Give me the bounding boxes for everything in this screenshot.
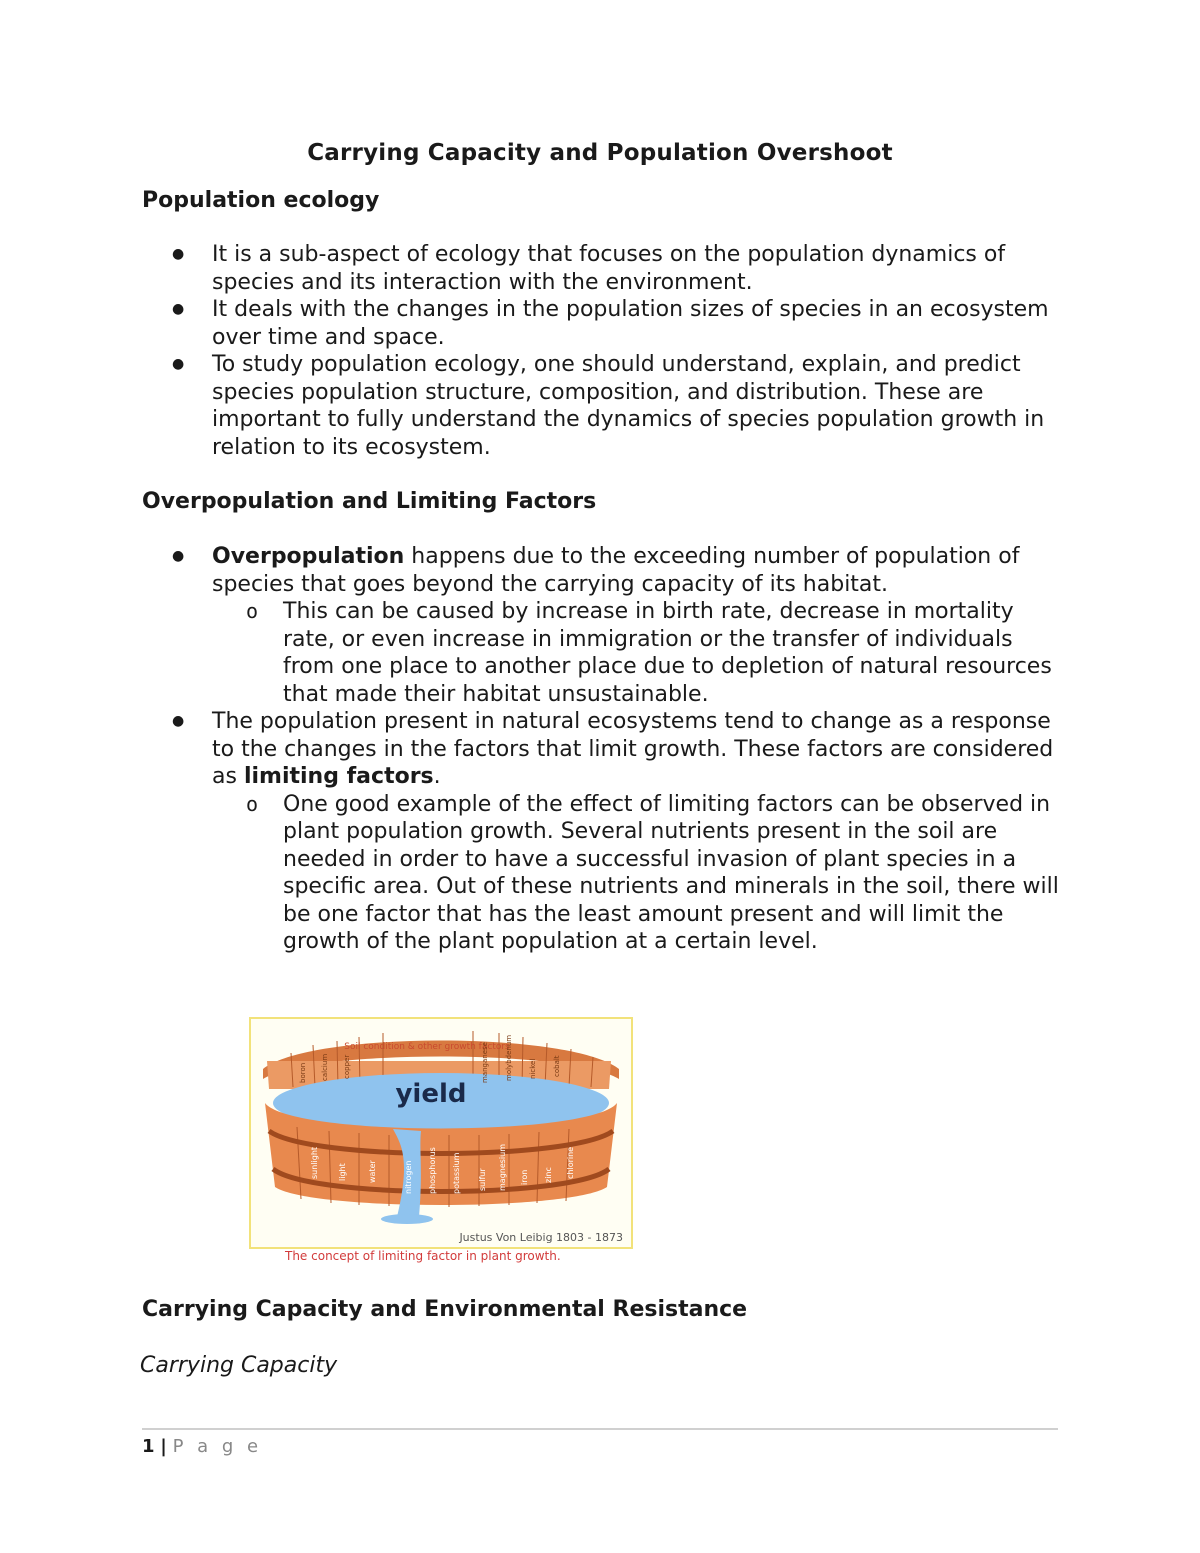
list-item: [142, 708, 1062, 956]
stave-label: zinc: [544, 1167, 553, 1183]
page-number: 1: [142, 1436, 155, 1457]
figure-credit: Justus Von Leibig 1803 - 1873: [459, 1231, 623, 1244]
list-item: [142, 543, 1062, 708]
sub-list-item: o One good example of the effect of limiting factors can be observed in plant population growth. Several nutrients present in the soil are needed in order to have a successful invasion of plant species in a specific area. Out of these nutrients and minerals in the soil, there will be one factor that has the least amount present and will limit the growth of the plant population at a certain level.: [212, 791, 1062, 956]
sub-list: [212, 791, 1062, 956]
stave-label: nickel: [529, 1058, 537, 1079]
page-footer: [142, 1436, 262, 1457]
stave-label: sulfur: [478, 1168, 487, 1191]
page-label: P a g e: [172, 1436, 263, 1457]
footer-divider: [142, 1428, 1058, 1430]
bullet-text: happens due to the exceeding number of population of species that goes beyond the carrying capacity of its habitat.: [212, 544, 1020, 597]
stave-label: sunlight: [310, 1146, 319, 1179]
stave-label: nitrogen: [404, 1160, 413, 1194]
list-item: ● It deals with the changes in the population sizes of species in an ecosystem over time and space.: [142, 296, 1062, 351]
heading-overpopulation: Overpopulation and Limiting Factors: [142, 489, 597, 514]
stave-label: molybdenum: [505, 1034, 513, 1081]
population-ecology-list: [142, 241, 1062, 461]
term-overpopulation: Overpopulation: [212, 544, 405, 569]
stave-label: potassium: [452, 1152, 461, 1194]
figure-caption: The concept of limiting factor in plant growth.: [285, 1249, 561, 1263]
yield-label: yield: [395, 1079, 467, 1109]
subheading-carrying-capacity: Carrying Capacity: [140, 1353, 338, 1378]
stave-label: magnesium: [498, 1143, 507, 1191]
stave-label: manganese: [481, 1042, 489, 1083]
stave-label: cobalt: [553, 1055, 561, 1077]
inner-label: Soil condition & other growth factors: [344, 1042, 510, 1052]
overpopulation-list: [142, 543, 1062, 956]
stave-label: light: [338, 1163, 347, 1181]
footer-separator: |: [160, 1436, 167, 1457]
term-limiting-factors: limiting factors: [243, 764, 434, 789]
list-item: ● It is a sub-aspect of ecology that focuses on the population dynamics of species and its interaction with the environment.: [142, 241, 1062, 296]
stave-label: boron: [299, 1062, 307, 1083]
water-puddle: [381, 1214, 433, 1224]
heading-population-ecology: Population ecology: [142, 188, 380, 213]
heading-carrying-capacity: Carrying Capacity and Environmental Resistance: [142, 1297, 748, 1322]
barrel-illustration: [251, 1019, 631, 1247]
bullet-text: The population present in natural ecosystems tend to change as a response to the changes in the factors that limit growth. These factors are considered as: [212, 709, 1054, 789]
stave-label: phosphorus: [428, 1147, 437, 1194]
page-title: Carrying Capacity and Population Overshoot: [307, 140, 893, 166]
list-item: ● To study population ecology, one should understand, explain, and predict species population structure, composition, and distribution. These are important to fully understand the dynamics of species population growth in relation to its ecosystem.: [142, 351, 1062, 461]
stave-label: iron: [520, 1169, 529, 1185]
limiting-factor-barrel-figure: [249, 1017, 633, 1249]
stave-label: copper: [343, 1054, 351, 1079]
bullet-text-end: .: [433, 764, 441, 789]
stave-label: calcium: [321, 1053, 329, 1081]
sub-list-item: o This can be caused by increase in birth rate, decrease in mortality rate, or even increase in immigration or the transfer of individuals from one place to another place due to depletion of natural resources that made their habitat unsustainable.: [212, 598, 1062, 708]
stave-label: chlorine: [566, 1146, 575, 1179]
sub-list: [212, 598, 1062, 708]
stave-label: water: [368, 1160, 377, 1183]
